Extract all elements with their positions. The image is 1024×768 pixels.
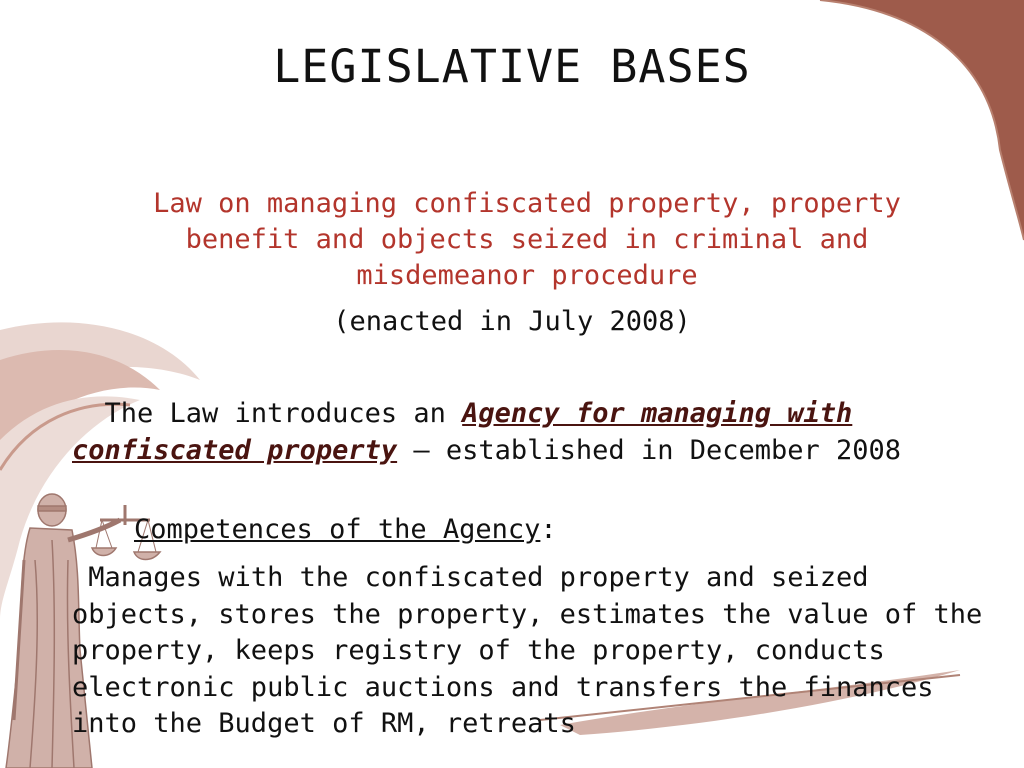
law-title: Law on managing confiscated property, property benefit and objects seized in criminal and misdemeanor procedure [153,188,901,291]
intro-suffix: – established in December 2008 [397,435,902,466]
agency-name: Agency for managing with confiscated property [72,398,853,466]
competences-body: Manages with the confiscated property and seized objects, stores the property, estimates the value of the property, keeps registry of the property, conducts electronic public auctions and transfers the finances into the Budget of RM, retreats [72,562,983,739]
intro-paragraph [72,395,1012,469]
competences-text [72,560,1012,743]
law-date: (enacted in July 2008) [333,306,691,337]
competences-heading [134,514,557,545]
intro-text: The Law introduces an [104,398,446,429]
slide-title: LEGISLATIVE BASES [273,40,751,93]
competences-colon: : [540,514,557,545]
competences-label: Competences of the Agency [134,514,541,545]
